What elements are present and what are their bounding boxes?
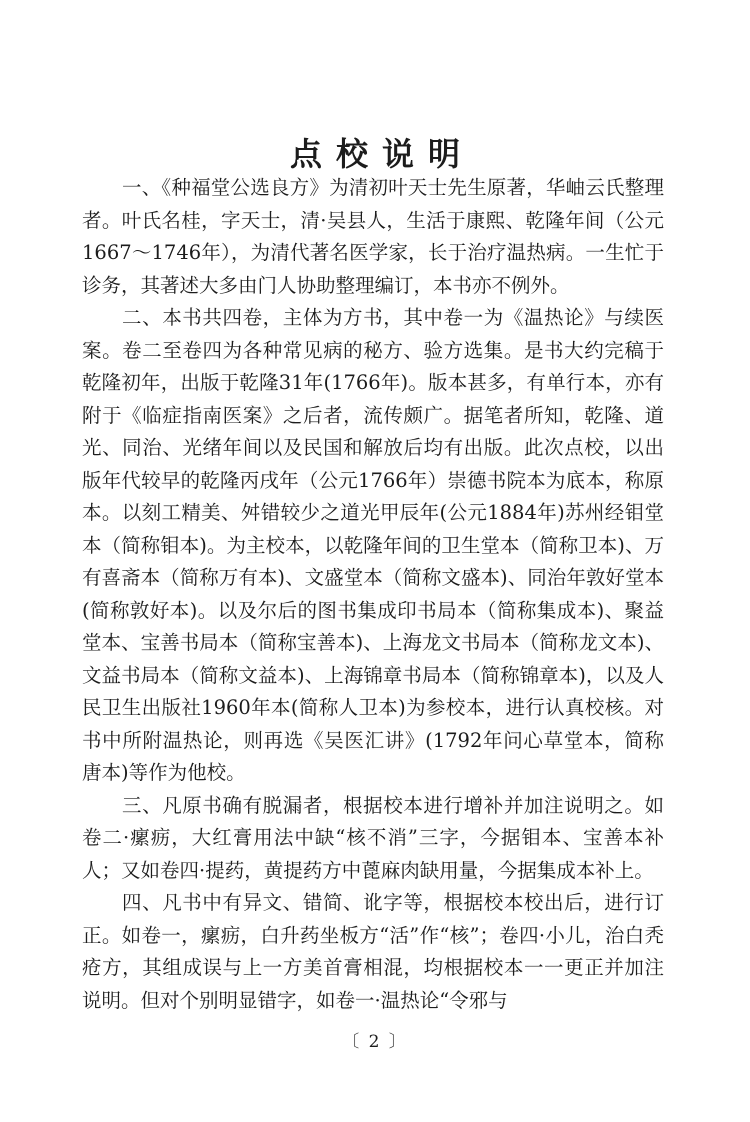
document-body — [82, 172, 664, 1017]
page-number: 〔 2 〕 — [342, 1032, 408, 1052]
page-title: 点校说明 — [289, 135, 474, 174]
paragraph-4: 四、凡书中有异文、错简、讹字等，根据校本校出后，进行订正。如卷一，瘰疬，白升药坐板方“活”作“核”；卷四·小儿，治白秃疮方，其组成误与上一方美首膏相混，均根据校本一一更正并加注说明。但对个别明显错字，如卷一·温热论“令邪与 — [82, 891, 664, 1012]
paragraph-2: 二、本书共四卷，主体为方书，其中卷一为《温热论》与续医案。卷二至卷四为各种常见病的秘方、验方选集。是书大约完稿于乾隆初年，出版于乾隆31年(1766年)。版本甚多，有单行本，亦有附于《临症指南医案》之后者，流传颇广。据笔者所知，乾隆、道光、同治、光绪年间以及民国和解放后均有出版。此次点校，以出版年代较早的乾隆丙戌年（公元1766年）崇德书院本为底本，称原本。以刻工精美、舛错较少之道光甲辰年(公元1884年)苏州经钼堂本（简称钼本)。为主校本，以乾隆年间的卫生堂本（简称卫本)、万有喜斋本（简称万有本)、文盛堂本（简称文盛本)、同治年敦好堂本(简称敦好本)。以及尔后的图书集成印书局本（简称集成本)、聚益堂本、宝善书局本（简称宝善本)、上海龙文书局本（简称龙文本)、文益书局本（简称文益本)、上海锦章书局本（简称锦章本)，以及人民卫生出版社1960年本(简称人卫本)为参校本，进行认真校核。对书中所附温热论，则再选《吴医汇讲》(1792年问心草堂本，简称唐本)等作为他校。 — [82, 306, 664, 784]
paragraph-1: 一、《种福堂公选良方》为清初叶天士先生原著，华岫云氏整理者。叶氏名桂，字天士，清·吴县人，生活于康熙、乾隆年间（公元1667～1746年），为清代著名医学家，长于治疗温热病。一生忙于诊务，其著述大多由门人协助整理编订，本书亦不例外。 — [82, 176, 664, 297]
paragraph-3: 三、凡原书确有脱漏者，根据校本进行增补并加注说明之。如卷二·瘰疬，大红膏用法中缺“核不消”三字，今据钼本、宝善本补人；又如卷四·提药，黄提药方中蓖麻肉缺用量，今据集成本补上。 — [82, 793, 664, 882]
